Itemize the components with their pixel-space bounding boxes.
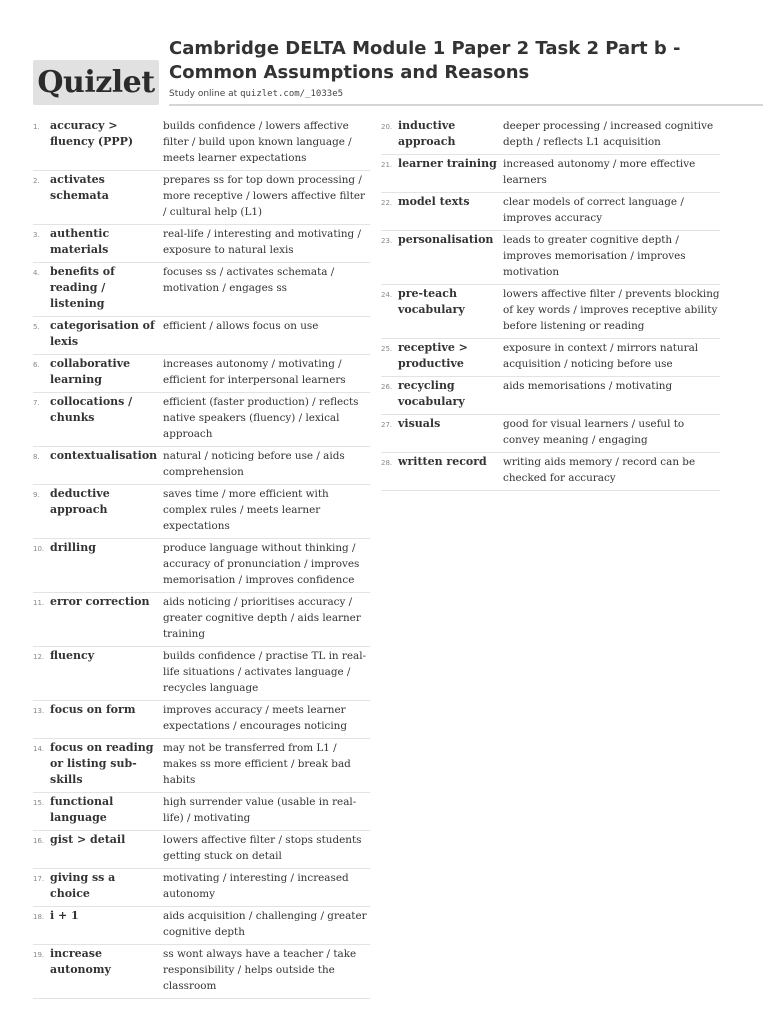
term-definition: ss wont always have a teacher / take responsibility / helps outside the classroom	[163, 948, 357, 992]
term-number: 1.	[33, 123, 40, 131]
term-number: 4.	[33, 269, 40, 277]
study-url-link[interactable]: quizlet.com/_1033e5	[240, 89, 344, 99]
term-row	[33, 393, 370, 447]
term-number: 9.	[33, 491, 40, 499]
term-name: activates schemata	[50, 173, 109, 202]
term-row	[33, 117, 370, 171]
term-number: 13.	[33, 707, 45, 715]
term-definition: real-life / interesting and motivating / exposure to natural lexis	[163, 228, 361, 256]
term-number: 6.	[33, 361, 40, 369]
term-definition: aids noticing / prioritises accuracy / greater cognitive depth / aids learner training	[163, 596, 361, 640]
term-definition: builds confidence / lowers affective filter / build upon known language / meets learner expectations	[163, 120, 352, 164]
term-definition: focuses ss / activates schemata / motivation / engages ss	[163, 266, 335, 294]
term-number: 10.	[33, 545, 45, 553]
term-name: increase autonomy	[50, 947, 111, 976]
term-definition: increased autonomy / more effective learners	[503, 158, 696, 186]
term-row	[33, 907, 370, 945]
term-name: pre-teach vocabulary	[398, 287, 465, 316]
term-number: 20.	[381, 123, 393, 131]
term-row	[33, 263, 370, 317]
term-name: fluency	[50, 649, 95, 662]
term-definition: produce language without thinking / accuracy of pronunciation / improves memorisation / improves confidence	[163, 542, 360, 586]
term-row	[33, 701, 370, 739]
term-name: contextualisation	[50, 449, 158, 462]
term-row	[33, 539, 370, 593]
term-name: gist > detail	[50, 833, 126, 846]
term-number: 28.	[381, 459, 393, 467]
term-definition: lowers affective filter / stops students getting stuck on detail	[163, 834, 362, 862]
term-name: recycling vocabulary	[398, 379, 465, 408]
term-definition: motivating / interesting / increased autonomy	[163, 872, 349, 900]
term-name: inductive approach	[398, 119, 456, 148]
term-row	[33, 739, 370, 793]
term-name: authentic materials	[50, 227, 110, 256]
term-row	[33, 945, 370, 999]
term-number: 3.	[33, 231, 40, 239]
term-row	[381, 193, 720, 231]
term-definition: exposure in context / mirrors natural acquisition / noticing before use	[503, 342, 699, 370]
term-name: visuals	[398, 417, 441, 430]
page-title: Cambridge DELTA Module 1 Paper 2 Task 2 Part b - Common Assumptions and Reasons	[169, 38, 681, 83]
term-row	[381, 415, 720, 453]
term-definition: improves accuracy / meets learner expectations / encourages noticing	[163, 704, 348, 732]
term-row	[381, 155, 720, 193]
term-definition: good for visual learners / useful to convey meaning / engaging	[503, 418, 685, 446]
term-name: learner training	[398, 157, 497, 170]
term-name: personalisation	[398, 233, 494, 246]
term-definition: aids acquisition / challenging / greater cognitive depth	[163, 910, 367, 938]
term-name: giving ss a choice	[50, 871, 116, 900]
term-row	[33, 225, 370, 263]
term-name: benefits of reading / listening	[50, 265, 115, 310]
term-definition: efficient (faster production) / reflects native speakers (fluency) / lexical approach	[163, 396, 359, 440]
term-row	[33, 647, 370, 701]
study-prefix: Study online at	[169, 89, 241, 99]
term-name: drilling	[50, 541, 96, 554]
term-definition: efficient / allows focus on use	[163, 320, 319, 332]
term-definition: high surrender value (usable in real-life) / motivating	[163, 796, 357, 824]
term-number: 19.	[33, 951, 45, 959]
term-name: categorisation of lexis	[50, 319, 155, 348]
term-row	[33, 171, 370, 225]
term-definition: increases autonomy / motivating / efficient for interpersonal learners	[163, 358, 346, 386]
study-online-line	[169, 89, 343, 99]
term-number: 11.	[33, 599, 45, 607]
term-number: 26.	[381, 383, 393, 391]
term-name: focus on reading or listing sub-skills	[50, 741, 154, 786]
term-row	[33, 793, 370, 831]
term-row	[381, 377, 720, 415]
term-number: 14.	[33, 745, 45, 753]
term-name: collocations / chunks	[50, 395, 133, 424]
right-column	[381, 117, 720, 491]
term-row	[381, 453, 720, 491]
term-number: 8.	[33, 453, 40, 461]
quizlet-logo	[33, 60, 159, 105]
term-name: i + 1	[50, 909, 79, 922]
term-row	[381, 231, 720, 285]
term-definition: lowers affective filter / prevents blocking of key words / improves receptive ability before listening or reading	[503, 288, 720, 332]
term-name: functional language	[50, 795, 114, 824]
term-number: 21.	[381, 161, 393, 169]
term-definition: writing aids memory / record can be checked for accuracy	[503, 456, 696, 484]
term-number: 15.	[33, 799, 45, 807]
term-number: 22.	[381, 199, 393, 207]
term-number: 27.	[381, 421, 393, 429]
term-row	[33, 593, 370, 647]
logo-text: Quizlet	[37, 64, 155, 100]
term-definition: aids memorisations / motivating	[503, 380, 673, 392]
term-definition: builds confidence / practise TL in real-life situations / activates language / recycles language	[163, 650, 367, 694]
term-number: 18.	[33, 913, 45, 921]
term-name: focus on form	[50, 703, 136, 716]
term-definition: natural / noticing before use / aids comprehension	[163, 450, 345, 478]
term-row	[33, 485, 370, 539]
term-definition: leads to greater cognitive depth / improves memorisation / improves motivation	[503, 234, 686, 278]
term-number: 12.	[33, 653, 45, 661]
term-row	[381, 285, 720, 339]
term-number: 2.	[33, 177, 40, 185]
term-definition: deeper processing / increased cognitive depth / reflects L1 acquisition	[503, 120, 714, 148]
term-number: 16.	[33, 837, 45, 845]
term-number: 24.	[381, 291, 393, 299]
term-number: 7.	[33, 399, 40, 407]
term-row	[33, 869, 370, 907]
term-definition: saves time / more efficient with complex rules / meets learner expectations	[163, 488, 329, 532]
term-row	[381, 117, 720, 155]
term-name: receptive > productive	[398, 341, 468, 370]
term-row	[33, 317, 370, 355]
term-number: 25.	[381, 345, 393, 353]
term-number: 5.	[33, 323, 40, 331]
term-row	[381, 339, 720, 377]
term-definition: may not be transferred from L1 / makes ss more efficient / break bad habits	[163, 742, 351, 786]
left-column	[33, 117, 370, 999]
term-name: collaborative learning	[50, 357, 131, 386]
term-number: 17.	[33, 875, 45, 883]
term-name: written record	[398, 455, 487, 468]
term-definition: prepares ss for top down processing / more receptive / lowers affective filter / cultural help (L1)	[163, 174, 366, 218]
term-number: 23.	[381, 237, 393, 245]
term-row	[33, 831, 370, 869]
term-name: accuracy > fluency (PPP)	[50, 119, 134, 148]
term-definition: clear models of correct language / improves accuracy	[503, 196, 684, 224]
header-divider	[169, 104, 763, 106]
term-name: model texts	[398, 195, 470, 208]
term-name: deductive approach	[50, 487, 110, 516]
term-row	[33, 355, 370, 393]
term-row	[33, 447, 370, 485]
term-name: error correction	[50, 595, 150, 608]
